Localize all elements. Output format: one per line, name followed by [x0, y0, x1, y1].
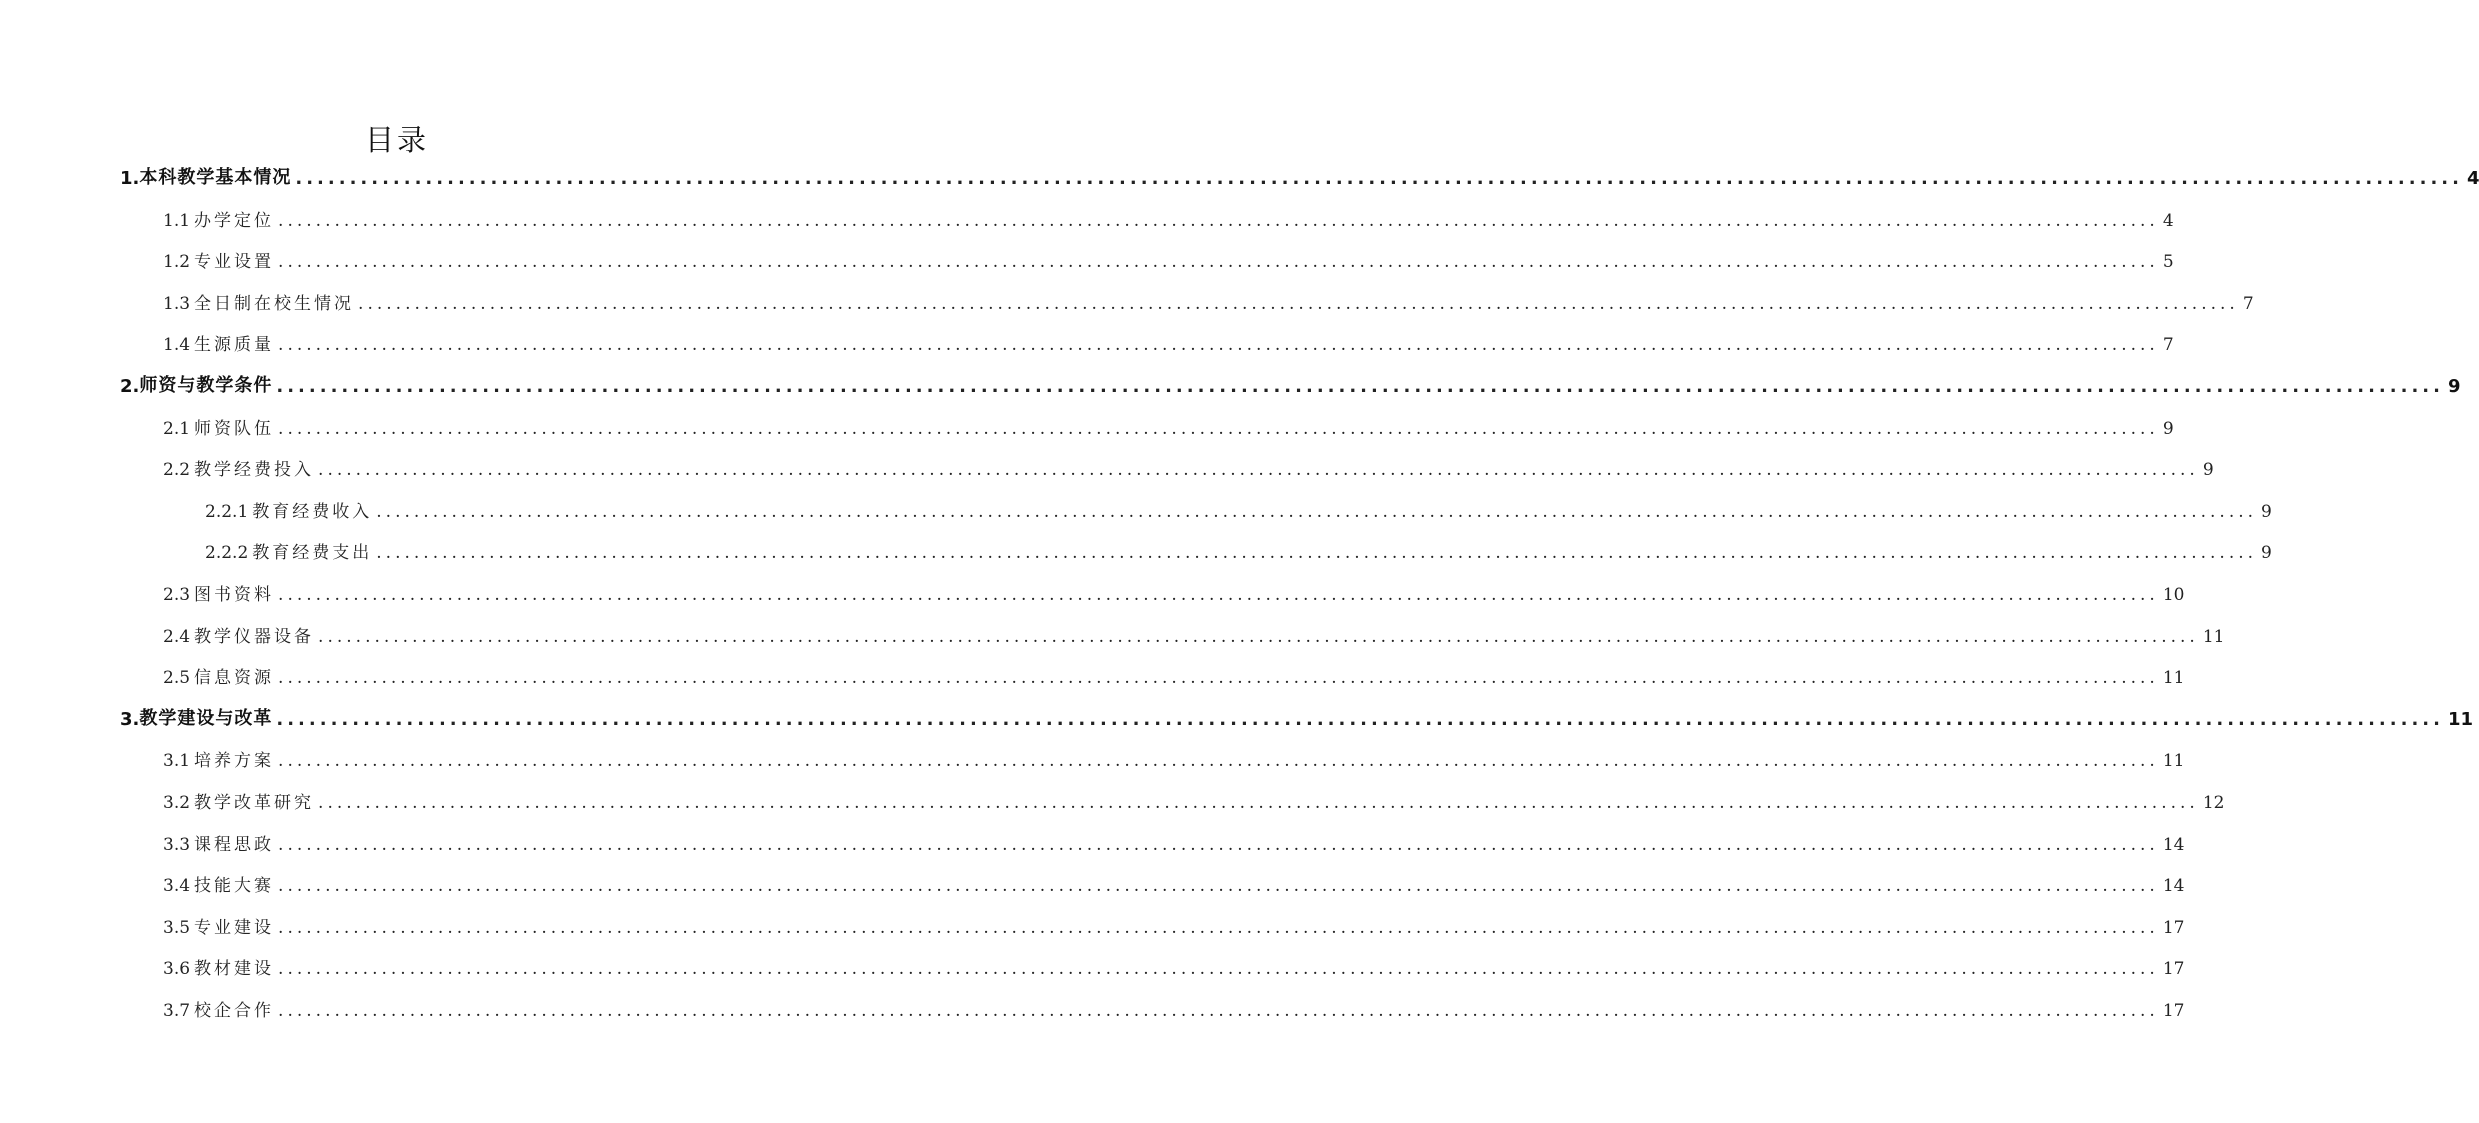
toc-entry[interactable]: [120, 704, 2474, 730]
toc-entry[interactable]: [163, 829, 2185, 855]
toc-entry-number: 1.4: [163, 335, 191, 356]
dot-leader: ........................................................................................................................................................................................................: [358, 293, 2239, 314]
toc-entry-number: 2.: [120, 376, 140, 397]
toc-entry[interactable]: [163, 787, 2225, 813]
toc-entry-number: 2.5: [163, 668, 191, 689]
toc-entry-number: 1.: [120, 168, 140, 189]
toc-entry-page-number: 9: [2447, 376, 2461, 397]
toc-entry[interactable]: [120, 371, 2461, 397]
toc-entry-number: 2.2: [163, 460, 191, 481]
dot-leader: ........................................................................................................................................................................................................: [318, 460, 2199, 481]
toc-entry-label: 专业设置: [194, 252, 275, 273]
toc-entry-page-number: 10: [2162, 585, 2185, 605]
toc-entry-number: 2.3: [163, 585, 191, 605]
toc-entry-number: 3.2: [163, 793, 191, 813]
toc-entry[interactable]: [205, 496, 2272, 522]
dot-leader: ........................................................................................................................................................................................................: [278, 876, 2159, 897]
toc-entry-label: 师资队伍: [194, 418, 275, 439]
toc-entry-label: 课程思政: [194, 834, 275, 855]
toc-entry-page-number: 11: [2162, 751, 2185, 772]
toc-entry-label: 图书资料: [194, 585, 275, 605]
toc-entry-number: 3.: [120, 708, 140, 730]
toc-entry[interactable]: [163, 413, 2174, 439]
toc-entry-number: 1.1: [163, 210, 191, 231]
toc-entry-page-number: 9: [2261, 501, 2272, 522]
toc-entry-number: 3.1: [163, 751, 191, 772]
dot-leader: ........................................................................................................................................................................................................: [276, 376, 2444, 397]
toc-entry-label: 全日制在校生情况: [194, 293, 355, 314]
dot-leader: ........................................................................................................................................................................................................: [278, 668, 2159, 689]
toc-entry-number: 1.2: [163, 252, 191, 273]
toc-entry-page-number: 9: [2261, 543, 2272, 564]
page-title: 目录: [364, 123, 429, 157]
toc-entry-page-number: 9: [2202, 460, 2214, 481]
toc-entry-label: 教育经费收入: [252, 501, 373, 522]
toc-entry-number: 3.6: [163, 959, 191, 980]
toc-entry-page-number: 9: [2162, 418, 2174, 439]
dot-leader: ........................................................................................................................................................................................................: [278, 1001, 2159, 1021]
toc-entry-page-number: 11: [2447, 708, 2474, 730]
dot-leader: ........................................................................................................................................................................................................: [376, 501, 2258, 522]
toc-entry-page-number: 7: [2162, 335, 2174, 356]
toc-entry-label: 师资与教学条件: [139, 375, 273, 396]
toc-entry-label: 本科教学基本情况: [139, 167, 292, 188]
toc-entry-number: 2.1: [163, 418, 191, 439]
toc-entry[interactable]: [163, 579, 2185, 605]
dot-leader: ........................................................................................................................................................................................................: [278, 834, 2159, 855]
toc-entry[interactable]: [163, 288, 2254, 314]
toc-entry-page-number: 7: [2242, 293, 2254, 314]
toc-entry-label: 教育经费支出: [252, 543, 373, 564]
toc-entry-page-number: 4: [2466, 168, 2479, 189]
toc-entry-label: 教学建设与改革: [139, 707, 273, 729]
toc-entry-number: 1.3: [163, 293, 191, 314]
toc-entry-label: 培养方案: [194, 751, 275, 772]
dot-leader: ........................................................................................................................................................................................................: [278, 917, 2159, 938]
toc-entry-label: 校企合作: [194, 1001, 275, 1021]
toc-entry[interactable]: [163, 662, 2185, 689]
toc-entry-number: 2.4: [163, 626, 191, 647]
toc-entry[interactable]: [163, 953, 2185, 980]
dot-leader: ........................................................................................................................................................................................................: [278, 335, 2159, 356]
toc-entry[interactable]: [163, 995, 2185, 1021]
toc-entry-page-number: 17: [2162, 917, 2185, 938]
toc-entry-number: 2.2.1: [205, 501, 249, 522]
dot-leader: ........................................................................................................................................................................................................: [276, 708, 2444, 730]
dot-leader: ........................................................................................................................................................................................................: [278, 418, 2159, 439]
toc-entry-page-number: 17: [2162, 959, 2185, 980]
dot-leader: ........................................................................................................................................................................................................: [278, 252, 2159, 273]
toc-entry-number: 3.3: [163, 834, 191, 855]
toc-entry-number: 3.7: [163, 1001, 191, 1021]
toc-entry-page-number: 4: [2162, 210, 2174, 231]
toc-entry-page-number: 11: [2202, 626, 2225, 647]
toc-entry-page-number: 14: [2162, 834, 2185, 855]
toc-entry-label: 教材建设: [194, 959, 275, 980]
toc-entry-number: 2.2.2: [205, 543, 249, 564]
toc-entry[interactable]: [163, 870, 2185, 897]
toc-entry-label: 技能大赛: [194, 876, 275, 897]
dot-leader: ........................................................................................................................................................................................................: [318, 793, 2199, 813]
toc-entry[interactable]: [163, 912, 2185, 938]
toc-entry[interactable]: [163, 745, 2185, 772]
toc-entry-number: 3.5: [163, 917, 191, 938]
dot-leader: ........................................................................................................................................................................................................: [278, 959, 2159, 980]
toc-entry-page-number: 5: [2162, 252, 2174, 273]
toc-entry-label: 生源质量: [194, 335, 275, 356]
dot-leader: ........................................................................................................................................................................................................: [278, 751, 2159, 772]
toc-entry[interactable]: [205, 537, 2272, 564]
toc-entry-label: 教学仪器设备: [194, 626, 315, 647]
toc-entry-page-number: 12: [2202, 793, 2225, 813]
dot-leader: ........................................................................................................................................................................................................: [376, 543, 2258, 564]
toc-entry[interactable]: [163, 454, 2214, 481]
toc-entry-page-number: 14: [2162, 876, 2185, 897]
dot-leader: ........................................................................................................................................................................................................: [295, 168, 2463, 189]
toc-entry-page-number: 11: [2162, 668, 2185, 689]
toc-entry[interactable]: [163, 246, 2174, 273]
toc-entry-label: 专业建设: [194, 917, 275, 938]
toc-entry[interactable]: [163, 329, 2174, 356]
toc-entry-label: 教学经费投入: [194, 460, 315, 481]
dot-leader: ........................................................................................................................................................................................................: [318, 626, 2199, 647]
toc-entry-page-number: 17: [2162, 1001, 2185, 1021]
toc-entry[interactable]: [120, 163, 2479, 189]
toc-entry-label: 教学改革研究: [194, 793, 315, 813]
dot-leader: ........................................................................................................................................................................................................: [278, 210, 2159, 231]
toc-entry-number: 3.4: [163, 876, 191, 897]
toc-entry[interactable]: [163, 205, 2174, 231]
toc-entry[interactable]: [163, 621, 2225, 647]
toc-entry-label: 办学定位: [194, 210, 275, 231]
dot-leader: ........................................................................................................................................................................................................: [278, 585, 2159, 605]
toc-entry-label: 信息资源: [194, 668, 275, 689]
